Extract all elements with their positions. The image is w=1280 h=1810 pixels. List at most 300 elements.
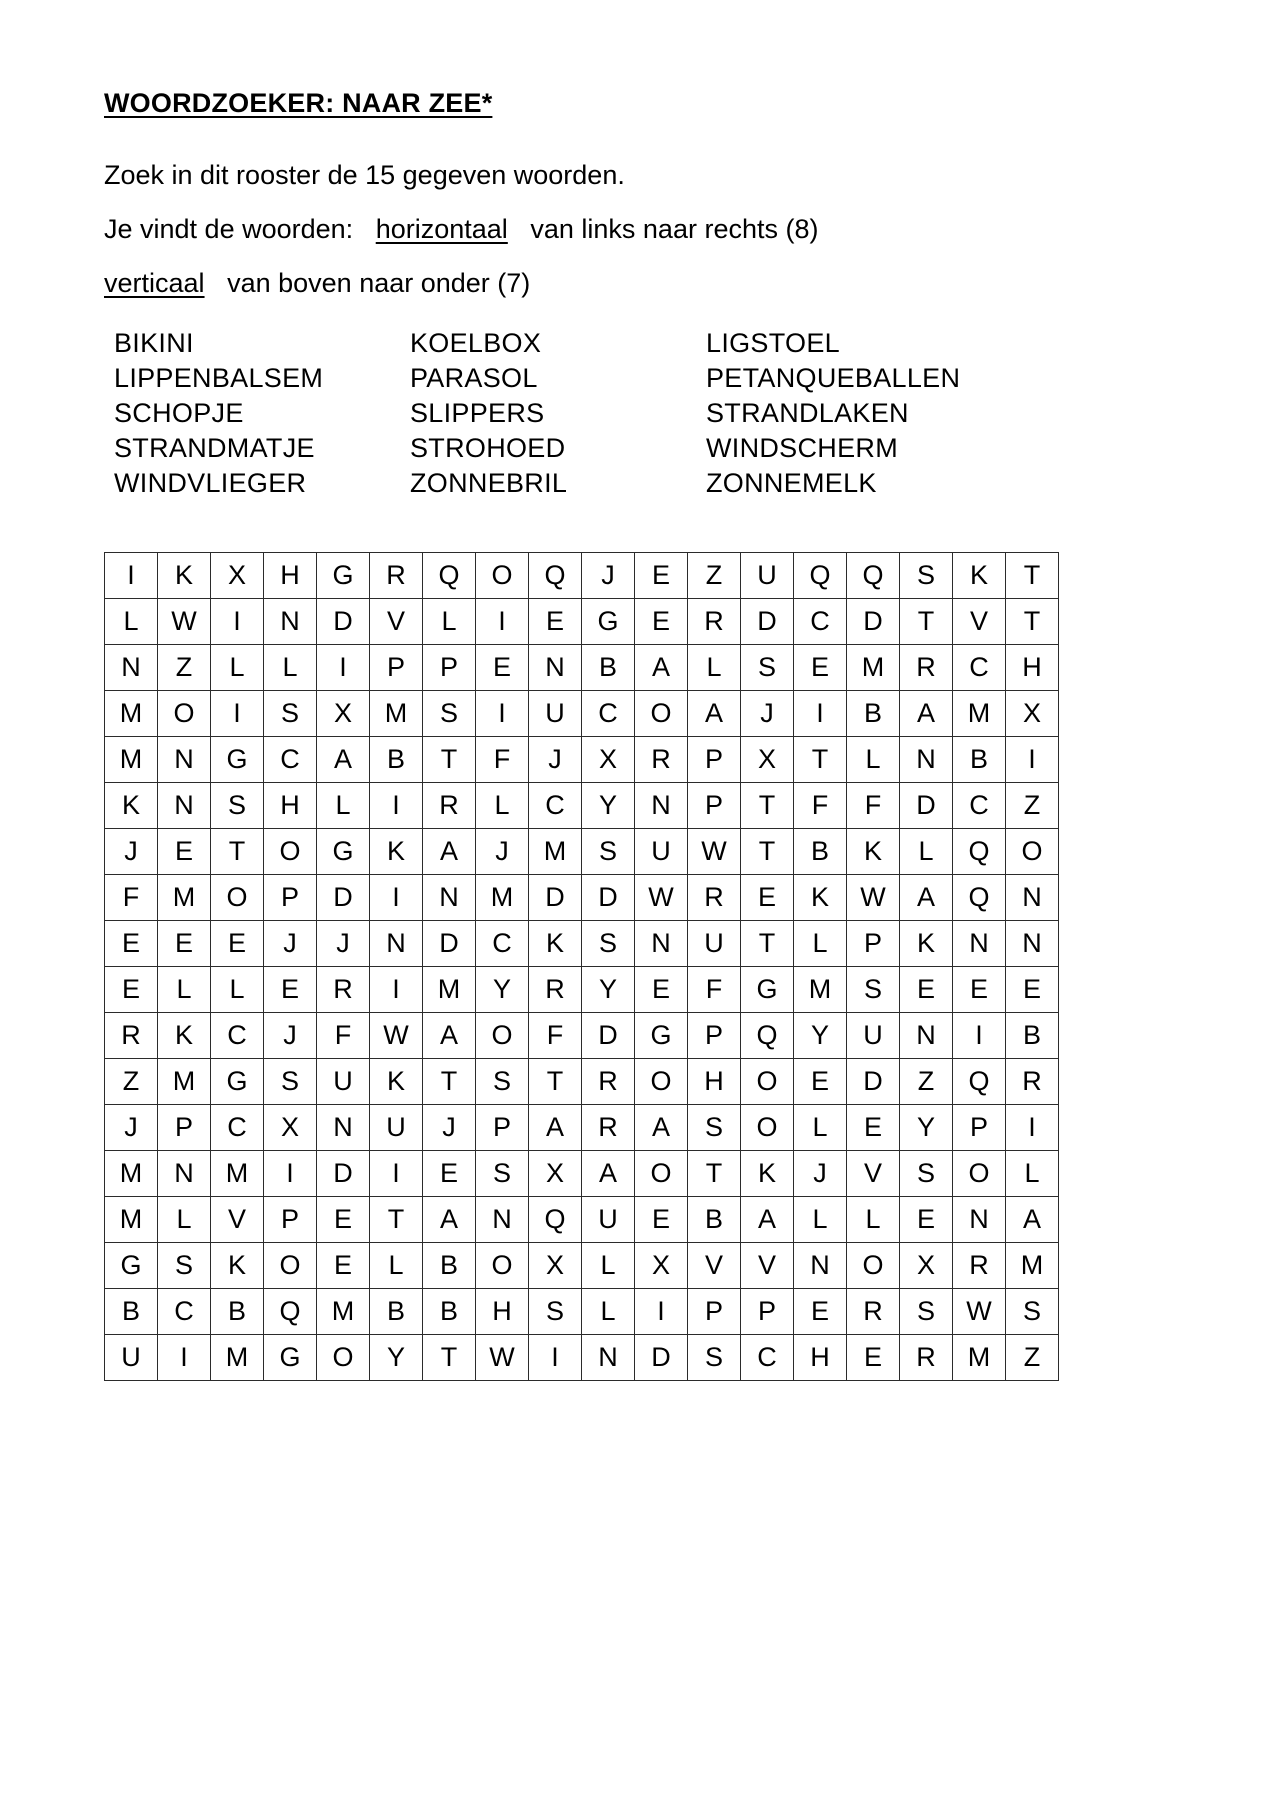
puzzle-cell[interactable]: L — [794, 921, 847, 967]
puzzle-cell[interactable]: T — [741, 829, 794, 875]
puzzle-cell[interactable]: D — [847, 599, 900, 645]
puzzle-cell[interactable]: N — [1006, 921, 1059, 967]
puzzle-cell[interactable]: G — [105, 1243, 158, 1289]
puzzle-cell[interactable]: O — [476, 553, 529, 599]
puzzle-cell[interactable]: L — [847, 1197, 900, 1243]
puzzle-cell[interactable]: K — [105, 783, 158, 829]
puzzle-cell[interactable]: E — [105, 967, 158, 1013]
puzzle-cell[interactable]: N — [158, 737, 211, 783]
puzzle-cell[interactable]: S — [476, 1059, 529, 1105]
puzzle-cell[interactable]: B — [1006, 1013, 1059, 1059]
puzzle-cell[interactable]: T — [794, 737, 847, 783]
puzzle-cell[interactable]: I — [317, 645, 370, 691]
puzzle-cell[interactable]: T — [423, 737, 476, 783]
puzzle-cell[interactable]: P — [264, 875, 317, 921]
puzzle-cell[interactable]: A — [635, 1105, 688, 1151]
puzzle-cell[interactable]: E — [1006, 967, 1059, 1013]
puzzle-cell[interactable]: N — [105, 645, 158, 691]
puzzle-cell[interactable]: L — [847, 737, 900, 783]
puzzle-cell[interactable]: A — [741, 1197, 794, 1243]
puzzle-cell[interactable]: F — [688, 967, 741, 1013]
puzzle-cell[interactable]: U — [741, 553, 794, 599]
puzzle-cell[interactable]: M — [211, 1151, 264, 1197]
puzzle-cell[interactable]: Q — [953, 875, 1006, 921]
puzzle-cell[interactable]: S — [264, 691, 317, 737]
puzzle-cell[interactable]: R — [105, 1013, 158, 1059]
puzzle-cell[interactable]: M — [158, 1059, 211, 1105]
puzzle-cell[interactable]: U — [635, 829, 688, 875]
puzzle-cell[interactable]: K — [158, 1013, 211, 1059]
puzzle-cell[interactable]: M — [105, 1151, 158, 1197]
puzzle-cell[interactable]: T — [741, 783, 794, 829]
puzzle-cell[interactable]: Q — [953, 829, 1006, 875]
puzzle-cell[interactable]: I — [370, 1151, 423, 1197]
puzzle-cell[interactable]: O — [741, 1059, 794, 1105]
puzzle-cell[interactable]: S — [423, 691, 476, 737]
puzzle-cell[interactable]: S — [158, 1243, 211, 1289]
puzzle-cell[interactable]: R — [582, 1059, 635, 1105]
puzzle-cell[interactable]: N — [529, 645, 582, 691]
puzzle-cell[interactable]: P — [688, 1013, 741, 1059]
puzzle-cell[interactable]: I — [1006, 1105, 1059, 1151]
puzzle-cell[interactable]: S — [688, 1105, 741, 1151]
puzzle-cell[interactable]: T — [741, 921, 794, 967]
puzzle-cell[interactable]: T — [423, 1335, 476, 1381]
puzzle-cell[interactable]: E — [476, 645, 529, 691]
puzzle-cell[interactable]: N — [423, 875, 476, 921]
puzzle-cell[interactable]: P — [264, 1197, 317, 1243]
puzzle-cell[interactable]: R — [423, 783, 476, 829]
puzzle-cell[interactable]: A — [423, 1197, 476, 1243]
puzzle-cell[interactable]: Z — [1006, 1335, 1059, 1381]
puzzle-cell[interactable]: G — [264, 1335, 317, 1381]
puzzle-cell[interactable]: O — [635, 1151, 688, 1197]
puzzle-cell[interactable]: O — [264, 1243, 317, 1289]
puzzle-cell[interactable]: F — [476, 737, 529, 783]
puzzle-cell[interactable]: J — [529, 737, 582, 783]
puzzle-cell[interactable]: R — [900, 645, 953, 691]
puzzle-cell[interactable]: A — [317, 737, 370, 783]
puzzle-cell[interactable]: C — [953, 783, 1006, 829]
puzzle-cell[interactable]: K — [211, 1243, 264, 1289]
puzzle-cell[interactable]: D — [582, 875, 635, 921]
puzzle-cell[interactable]: M — [423, 967, 476, 1013]
puzzle-cell[interactable]: O — [317, 1335, 370, 1381]
puzzle-cell[interactable]: N — [794, 1243, 847, 1289]
puzzle-cell[interactable]: A — [900, 691, 953, 737]
puzzle-cell[interactable]: B — [953, 737, 1006, 783]
puzzle-cell[interactable]: P — [423, 645, 476, 691]
puzzle-cell[interactable]: C — [794, 599, 847, 645]
puzzle-cell[interactable]: R — [635, 737, 688, 783]
puzzle-cell[interactable]: X — [529, 1243, 582, 1289]
puzzle-cell[interactable]: E — [635, 553, 688, 599]
puzzle-cell[interactable]: J — [794, 1151, 847, 1197]
puzzle-cell[interactable]: Y — [582, 783, 635, 829]
puzzle-cell[interactable]: E — [635, 1197, 688, 1243]
puzzle-cell[interactable]: F — [317, 1013, 370, 1059]
puzzle-cell[interactable]: U — [847, 1013, 900, 1059]
puzzle-cell[interactable]: B — [370, 737, 423, 783]
puzzle-cell[interactable]: Q — [264, 1289, 317, 1335]
puzzle-cell[interactable]: C — [211, 1013, 264, 1059]
puzzle-cell[interactable]: N — [953, 1197, 1006, 1243]
puzzle-cell[interactable]: S — [1006, 1289, 1059, 1335]
puzzle-cell[interactable]: O — [158, 691, 211, 737]
puzzle-cell[interactable]: E — [900, 967, 953, 1013]
puzzle-cell[interactable]: X — [529, 1151, 582, 1197]
puzzle-cell[interactable]: A — [582, 1151, 635, 1197]
puzzle-cell[interactable]: B — [105, 1289, 158, 1335]
puzzle-cell[interactable]: R — [688, 599, 741, 645]
puzzle-cell[interactable]: K — [900, 921, 953, 967]
puzzle-cell[interactable]: G — [211, 1059, 264, 1105]
puzzle-cell[interactable]: G — [211, 737, 264, 783]
puzzle-cell[interactable]: O — [953, 1151, 1006, 1197]
puzzle-cell[interactable]: N — [635, 783, 688, 829]
puzzle-cell[interactable]: T — [211, 829, 264, 875]
puzzle-cell[interactable]: N — [317, 1105, 370, 1151]
puzzle-cell[interactable]: X — [211, 553, 264, 599]
puzzle-cell[interactable]: J — [105, 1105, 158, 1151]
puzzle-cell[interactable]: U — [529, 691, 582, 737]
puzzle-cell[interactable]: N — [1006, 875, 1059, 921]
puzzle-cell[interactable]: H — [1006, 645, 1059, 691]
puzzle-cell[interactable]: C — [741, 1335, 794, 1381]
puzzle-cell[interactable]: F — [794, 783, 847, 829]
puzzle-cell[interactable]: D — [635, 1335, 688, 1381]
puzzle-cell[interactable]: Z — [688, 553, 741, 599]
puzzle-cell[interactable]: O — [741, 1105, 794, 1151]
puzzle-cell[interactable]: V — [741, 1243, 794, 1289]
puzzle-cell[interactable]: B — [423, 1243, 476, 1289]
puzzle-cell[interactable]: H — [688, 1059, 741, 1105]
puzzle-cell[interactable]: B — [423, 1289, 476, 1335]
puzzle-cell[interactable]: Q — [423, 553, 476, 599]
puzzle-cell[interactable]: X — [635, 1243, 688, 1289]
puzzle-cell[interactable]: M — [105, 1197, 158, 1243]
puzzle-cell[interactable]: E — [423, 1151, 476, 1197]
puzzle-cell[interactable]: A — [529, 1105, 582, 1151]
puzzle-cell[interactable]: J — [423, 1105, 476, 1151]
puzzle-cell[interactable]: E — [317, 1243, 370, 1289]
puzzle-cell[interactable]: M — [370, 691, 423, 737]
puzzle-cell[interactable]: V — [370, 599, 423, 645]
puzzle-cell[interactable]: O — [476, 1243, 529, 1289]
puzzle-cell[interactable]: K — [794, 875, 847, 921]
puzzle-cell[interactable]: M — [476, 875, 529, 921]
puzzle-cell[interactable]: M — [105, 737, 158, 783]
puzzle-cell[interactable]: C — [158, 1289, 211, 1335]
puzzle-cell[interactable]: R — [1006, 1059, 1059, 1105]
puzzle-cell[interactable]: N — [953, 921, 1006, 967]
puzzle-cell[interactable]: T — [370, 1197, 423, 1243]
puzzle-cell[interactable]: L — [423, 599, 476, 645]
puzzle-cell[interactable]: U — [582, 1197, 635, 1243]
puzzle-cell[interactable]: E — [900, 1197, 953, 1243]
puzzle-cell[interactable]: T — [1006, 553, 1059, 599]
puzzle-cell[interactable]: R — [688, 875, 741, 921]
puzzle-cell[interactable]: X — [900, 1243, 953, 1289]
puzzle-cell[interactable]: N — [635, 921, 688, 967]
puzzle-cell[interactable]: R — [953, 1243, 1006, 1289]
puzzle-cell[interactable]: W — [158, 599, 211, 645]
puzzle-cell[interactable]: C — [582, 691, 635, 737]
puzzle-cell[interactable]: D — [900, 783, 953, 829]
puzzle-cell[interactable]: M — [1006, 1243, 1059, 1289]
puzzle-cell[interactable]: P — [370, 645, 423, 691]
puzzle-cell[interactable]: U — [688, 921, 741, 967]
puzzle-cell[interactable]: L — [317, 783, 370, 829]
puzzle-cell[interactable]: E — [158, 921, 211, 967]
puzzle-cell[interactable]: P — [688, 1289, 741, 1335]
puzzle-cell[interactable]: X — [264, 1105, 317, 1151]
puzzle-cell[interactable]: M — [794, 967, 847, 1013]
puzzle-cell[interactable]: S — [741, 645, 794, 691]
puzzle-cell[interactable]: H — [264, 553, 317, 599]
puzzle-cell[interactable]: Y — [794, 1013, 847, 1059]
puzzle-cell[interactable]: I — [370, 783, 423, 829]
puzzle-cell[interactable]: Q — [847, 553, 900, 599]
puzzle-cell[interactable]: R — [370, 553, 423, 599]
puzzle-cell[interactable]: C — [211, 1105, 264, 1151]
puzzle-cell[interactable]: E — [158, 829, 211, 875]
puzzle-cell[interactable]: I — [476, 599, 529, 645]
puzzle-cell[interactable]: P — [476, 1105, 529, 1151]
puzzle-cell[interactable]: X — [741, 737, 794, 783]
puzzle-cell[interactable]: W — [688, 829, 741, 875]
puzzle-cell[interactable]: I — [105, 553, 158, 599]
puzzle-cell[interactable]: D — [317, 1151, 370, 1197]
puzzle-cell[interactable]: O — [847, 1243, 900, 1289]
puzzle-cell[interactable]: V — [847, 1151, 900, 1197]
puzzle-cell[interactable]: Q — [794, 553, 847, 599]
puzzle-cell[interactable]: E — [847, 1335, 900, 1381]
puzzle-cell[interactable]: I — [211, 691, 264, 737]
puzzle-cell[interactable]: L — [158, 1197, 211, 1243]
puzzle-cell[interactable]: M — [529, 829, 582, 875]
puzzle-cell[interactable]: A — [423, 829, 476, 875]
puzzle-cell[interactable]: S — [582, 829, 635, 875]
puzzle-cell[interactable]: O — [211, 875, 264, 921]
puzzle-cell[interactable]: I — [370, 967, 423, 1013]
puzzle-cell[interactable]: N — [476, 1197, 529, 1243]
puzzle-cell[interactable]: E — [635, 967, 688, 1013]
puzzle-cell[interactable]: F — [105, 875, 158, 921]
puzzle-cell[interactable]: L — [582, 1243, 635, 1289]
puzzle-cell[interactable]: J — [105, 829, 158, 875]
puzzle-cell[interactable]: K — [370, 829, 423, 875]
puzzle-cell[interactable]: C — [953, 645, 1006, 691]
puzzle-cell[interactable]: H — [476, 1289, 529, 1335]
puzzle-cell[interactable]: M — [211, 1335, 264, 1381]
puzzle-cell[interactable]: N — [158, 1151, 211, 1197]
puzzle-cell[interactable]: L — [794, 1197, 847, 1243]
puzzle-cell[interactable]: I — [794, 691, 847, 737]
puzzle-cell[interactable]: K — [847, 829, 900, 875]
puzzle-cell[interactable]: I — [264, 1151, 317, 1197]
puzzle-cell[interactable]: P — [688, 737, 741, 783]
puzzle-cell[interactable]: Y — [370, 1335, 423, 1381]
puzzle-cell[interactable]: S — [264, 1059, 317, 1105]
puzzle-cell[interactable]: I — [529, 1335, 582, 1381]
puzzle-cell[interactable]: D — [423, 921, 476, 967]
puzzle-cell[interactable]: I — [370, 875, 423, 921]
puzzle-cell[interactable]: Y — [476, 967, 529, 1013]
puzzle-cell[interactable]: M — [158, 875, 211, 921]
puzzle-cell[interactable]: L — [900, 829, 953, 875]
puzzle-cell[interactable]: L — [105, 599, 158, 645]
puzzle-cell[interactable]: Q — [529, 1197, 582, 1243]
puzzle-cell[interactable]: X — [1006, 691, 1059, 737]
puzzle-cell[interactable]: M — [953, 691, 1006, 737]
puzzle-cell[interactable]: M — [105, 691, 158, 737]
puzzle-cell[interactable]: A — [900, 875, 953, 921]
puzzle-cell[interactable]: R — [900, 1335, 953, 1381]
puzzle-cell[interactable]: E — [953, 967, 1006, 1013]
puzzle-cell[interactable]: T — [1006, 599, 1059, 645]
puzzle-cell[interactable]: O — [264, 829, 317, 875]
puzzle-cell[interactable]: F — [529, 1013, 582, 1059]
puzzle-cell[interactable]: B — [211, 1289, 264, 1335]
puzzle-cell[interactable]: D — [741, 599, 794, 645]
puzzle-cell[interactable]: E — [794, 1059, 847, 1105]
puzzle-cell[interactable]: L — [688, 645, 741, 691]
puzzle-cell[interactable]: L — [211, 967, 264, 1013]
puzzle-cell[interactable]: E — [317, 1197, 370, 1243]
puzzle-cell[interactable]: O — [635, 691, 688, 737]
puzzle-cell[interactable]: L — [476, 783, 529, 829]
puzzle-cell[interactable]: R — [847, 1289, 900, 1335]
puzzle-cell[interactable]: C — [476, 921, 529, 967]
puzzle-cell[interactable]: L — [582, 1289, 635, 1335]
puzzle-cell[interactable]: N — [264, 599, 317, 645]
puzzle-cell[interactable]: E — [847, 1105, 900, 1151]
puzzle-cell[interactable]: N — [582, 1335, 635, 1381]
puzzle-cell[interactable]: E — [264, 967, 317, 1013]
puzzle-cell[interactable]: T — [423, 1059, 476, 1105]
puzzle-cell[interactable]: D — [529, 875, 582, 921]
puzzle-cell[interactable]: B — [688, 1197, 741, 1243]
puzzle-cell[interactable]: V — [688, 1243, 741, 1289]
puzzle-cell[interactable]: T — [529, 1059, 582, 1105]
puzzle-cell[interactable]: C — [264, 737, 317, 783]
puzzle-cell[interactable]: E — [211, 921, 264, 967]
puzzle-cell[interactable]: L — [264, 645, 317, 691]
puzzle-cell[interactable]: J — [264, 1013, 317, 1059]
puzzle-cell[interactable]: J — [317, 921, 370, 967]
puzzle-cell[interactable]: X — [317, 691, 370, 737]
puzzle-cell[interactable]: E — [794, 1289, 847, 1335]
puzzle-cell[interactable]: S — [900, 1289, 953, 1335]
puzzle-cell[interactable]: P — [688, 783, 741, 829]
puzzle-cell[interactable]: B — [370, 1289, 423, 1335]
puzzle-cell[interactable]: S — [211, 783, 264, 829]
puzzle-cell[interactable]: J — [476, 829, 529, 875]
puzzle-cell[interactable]: I — [211, 599, 264, 645]
puzzle-cell[interactable]: O — [635, 1059, 688, 1105]
puzzle-cell[interactable]: S — [476, 1151, 529, 1197]
puzzle-cell[interactable]: G — [317, 829, 370, 875]
puzzle-cell[interactable]: D — [582, 1013, 635, 1059]
puzzle-cell[interactable]: Q — [953, 1059, 1006, 1105]
puzzle-cell[interactable]: S — [900, 553, 953, 599]
puzzle-cell[interactable]: G — [582, 599, 635, 645]
puzzle-cell[interactable]: E — [741, 875, 794, 921]
puzzle-cell[interactable]: S — [688, 1335, 741, 1381]
puzzle-cell[interactable]: E — [635, 599, 688, 645]
puzzle-cell[interactable]: K — [953, 553, 1006, 599]
puzzle-cell[interactable]: W — [953, 1289, 1006, 1335]
puzzle-cell[interactable]: T — [688, 1151, 741, 1197]
puzzle-cell[interactable]: L — [158, 967, 211, 1013]
puzzle-cell[interactable]: J — [582, 553, 635, 599]
puzzle-cell[interactable]: A — [1006, 1197, 1059, 1243]
puzzle-cell[interactable]: K — [158, 553, 211, 599]
puzzle-cell[interactable]: Z — [900, 1059, 953, 1105]
puzzle-cell[interactable]: J — [741, 691, 794, 737]
puzzle-cell[interactable]: D — [317, 875, 370, 921]
puzzle-cell[interactable]: N — [900, 1013, 953, 1059]
puzzle-cell[interactable]: U — [317, 1059, 370, 1105]
puzzle-cell[interactable]: P — [953, 1105, 1006, 1151]
puzzle-cell[interactable]: Y — [582, 967, 635, 1013]
puzzle-cell[interactable]: N — [158, 783, 211, 829]
puzzle-cell[interactable]: Z — [1006, 783, 1059, 829]
puzzle-cell[interactable]: L — [211, 645, 264, 691]
puzzle-cell[interactable]: G — [317, 553, 370, 599]
puzzle-cell[interactable]: W — [370, 1013, 423, 1059]
puzzle-cell[interactable]: R — [317, 967, 370, 1013]
puzzle-cell[interactable]: Z — [105, 1059, 158, 1105]
puzzle-cell[interactable]: O — [476, 1013, 529, 1059]
puzzle-cell[interactable]: I — [476, 691, 529, 737]
puzzle-cell[interactable]: K — [529, 921, 582, 967]
puzzle-cell[interactable]: W — [476, 1335, 529, 1381]
puzzle-cell[interactable]: L — [370, 1243, 423, 1289]
puzzle-cell[interactable]: P — [158, 1105, 211, 1151]
puzzle-cell[interactable]: H — [794, 1335, 847, 1381]
puzzle-cell[interactable]: U — [105, 1335, 158, 1381]
puzzle-cell[interactable]: L — [794, 1105, 847, 1151]
puzzle-cell[interactable]: F — [847, 783, 900, 829]
puzzle-cell[interactable]: Y — [900, 1105, 953, 1151]
puzzle-cell[interactable]: E — [529, 599, 582, 645]
puzzle-cell[interactable]: R — [529, 967, 582, 1013]
puzzle-cell[interactable]: S — [900, 1151, 953, 1197]
puzzle-cell[interactable]: A — [635, 645, 688, 691]
puzzle-cell[interactable]: U — [370, 1105, 423, 1151]
puzzle-cell[interactable]: V — [953, 599, 1006, 645]
puzzle-cell[interactable]: N — [900, 737, 953, 783]
puzzle-cell[interactable]: Z — [158, 645, 211, 691]
puzzle-cell[interactable]: J — [264, 921, 317, 967]
puzzle-cell[interactable]: W — [635, 875, 688, 921]
puzzle-cell[interactable]: T — [900, 599, 953, 645]
puzzle-cell[interactable]: D — [847, 1059, 900, 1105]
puzzle-cell[interactable]: M — [317, 1289, 370, 1335]
puzzle-cell[interactable]: I — [158, 1335, 211, 1381]
puzzle-cell[interactable]: X — [582, 737, 635, 783]
puzzle-cell[interactable]: P — [741, 1289, 794, 1335]
puzzle-cell[interactable]: E — [105, 921, 158, 967]
puzzle-cell[interactable]: Q — [741, 1013, 794, 1059]
puzzle-cell[interactable]: P — [847, 921, 900, 967]
puzzle-cell[interactable]: R — [582, 1105, 635, 1151]
puzzle-cell[interactable]: S — [582, 921, 635, 967]
puzzle-cell[interactable]: G — [741, 967, 794, 1013]
puzzle-cell[interactable]: A — [688, 691, 741, 737]
